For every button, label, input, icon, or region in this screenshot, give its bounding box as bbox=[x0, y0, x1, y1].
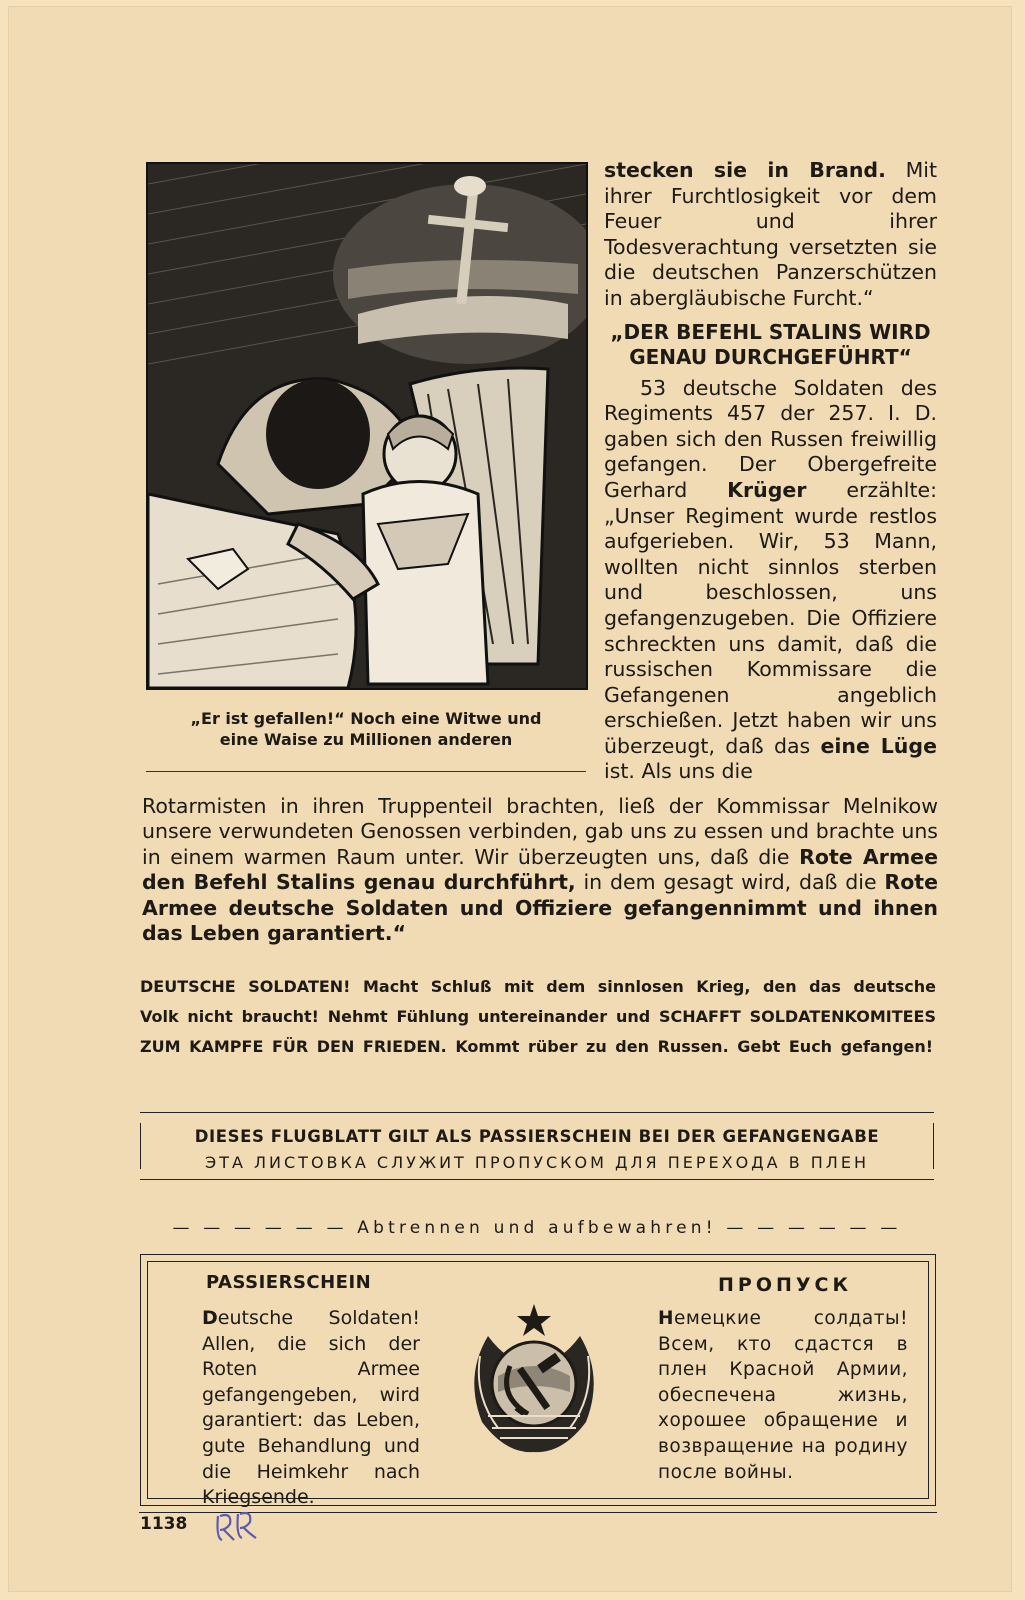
headline-line-2: GENAU DURCHGEFÜHRT“ bbox=[629, 344, 912, 369]
closing-quote: “ bbox=[392, 921, 407, 946]
pass-text-russian bbox=[658, 1306, 908, 1485]
notice-german: DIESES FLUGBLATT GILT ALS PASSIERSCHEIN BEI DER GEFANGENGABE bbox=[194, 1127, 880, 1146]
page-number: 1138 bbox=[140, 1514, 188, 1534]
initial-letter: D bbox=[202, 1307, 218, 1329]
paragraph-text: ist. Als uns die bbox=[604, 759, 753, 784]
cut-line: — — — — — — Abtrennen und aufbewahren! — — — — — — bbox=[172, 1218, 902, 1238]
wide-paragraph bbox=[142, 794, 938, 946]
notice-russian: ЭТА ЛИСТОВКА СЛУЖИТ ПРОПУСКОМ ДЛЯ ПЕРЕХОДА В ПЛЕН bbox=[205, 1153, 869, 1172]
illustration-drawing bbox=[148, 164, 586, 688]
paragraph-text: Rotarmisten in ihren Truppenteil brachten, ließ der Kommissar Melnikow unsere verwundeten Genossen verbinden, gab uns zu essen und brachte uns in einem warmen Raum unter. Wir überzeugten uns, daß die bbox=[142, 794, 938, 869]
bold-phrase: stecken sie in Brand. bbox=[604, 158, 886, 182]
bold-phrase: Rote Armee den Befehl Stalins genau durchführt, bbox=[142, 844, 938, 895]
pass-body: емецкие солдаты! Всем, кто сдастся в плен Красной Армии, обеспечена жизнь, хорошее обращение и возвращение на родину после войны. bbox=[658, 1308, 908, 1483]
handwritten-initials-icon bbox=[214, 1508, 260, 1548]
pass-title-russian: ПРОПУСК bbox=[718, 1274, 853, 1296]
paragraph-text: in dem gesagt wird, daß die bbox=[575, 870, 885, 895]
paragraph-text: 53 deutsche Soldaten des Regiments 457 der 257. I. D. gaben sich den Russen freiwillig gefangen. Der Obergefreite Gerhard bbox=[604, 375, 937, 502]
appeal-paragraph: DEUTSCHE SOLDATEN! Macht Schluß mit dem sinnlosen Krieg, den das deutsche Volk nicht braucht! Nehmt Fühlung untereinander und SCHAFFT SOLDATENKOMITEES ZUM KAMPFE FÜR DEN FRIEDEN. Kommt rüber zu den Russen. Gebt Euch gefangen! bbox=[140, 977, 936, 1056]
widow-orphan-illustration bbox=[146, 162, 588, 690]
bold-phrase: Rote Armee deutsche Soldaten und Offiziere gefangennimmt und ihnen das Leben garantiert. bbox=[142, 870, 938, 946]
paragraph-text: Mit ihrer Furchtlosigkeit vor dem Feuer und ihrer Todesverachtung versetzten sie die deutschen Panzerschützen in abergläubische Furcht.“ bbox=[604, 158, 937, 310]
soldier-name: Krüger bbox=[727, 477, 807, 502]
pass-body: eutsche Soldaten! Allen, die sich der Roten Armee gefangengeben, wird garantiert: das Leben, gute Behandlung und die Heimkehr nach Kriegsende. bbox=[202, 1307, 420, 1509]
pass-notice-box bbox=[140, 1112, 934, 1180]
illustration-caption bbox=[146, 708, 586, 750]
ussr-emblem-icon bbox=[458, 1296, 610, 1458]
paragraph-text: erzählte: „Unser Regiment wurde restlos aufgerieben. Wir, 53 Mann, wollten nicht sinnlos sterben und beschlossen, uns gefangenzugeben. Die Offiziere schreckten uns damit, daß die russischen Kommissare die Gefangenen angeblich erschießen. Jetzt haben wir uns überzeugt, daß das bbox=[604, 477, 937, 758]
caption-line-2: eine Waise zu Millionen anderen bbox=[219, 730, 513, 749]
pass-title-german: PASSIERSCHEIN bbox=[206, 1272, 372, 1293]
paragraph-fire bbox=[604, 158, 937, 312]
paragraph-soldiers bbox=[604, 376, 937, 786]
headline-line-1: „DER BEFEHL STALINS WIRD bbox=[610, 319, 931, 344]
right-column-text bbox=[604, 158, 937, 785]
pass-text-german bbox=[202, 1306, 420, 1511]
section-headline bbox=[604, 320, 937, 370]
initial-letter: Н bbox=[658, 1308, 674, 1329]
bold-phrase: eine Lüge bbox=[820, 733, 937, 758]
caption-divider bbox=[146, 771, 586, 772]
caption-line-1: „Er ist gefallen!“ Noch eine Witwe und bbox=[190, 709, 542, 728]
